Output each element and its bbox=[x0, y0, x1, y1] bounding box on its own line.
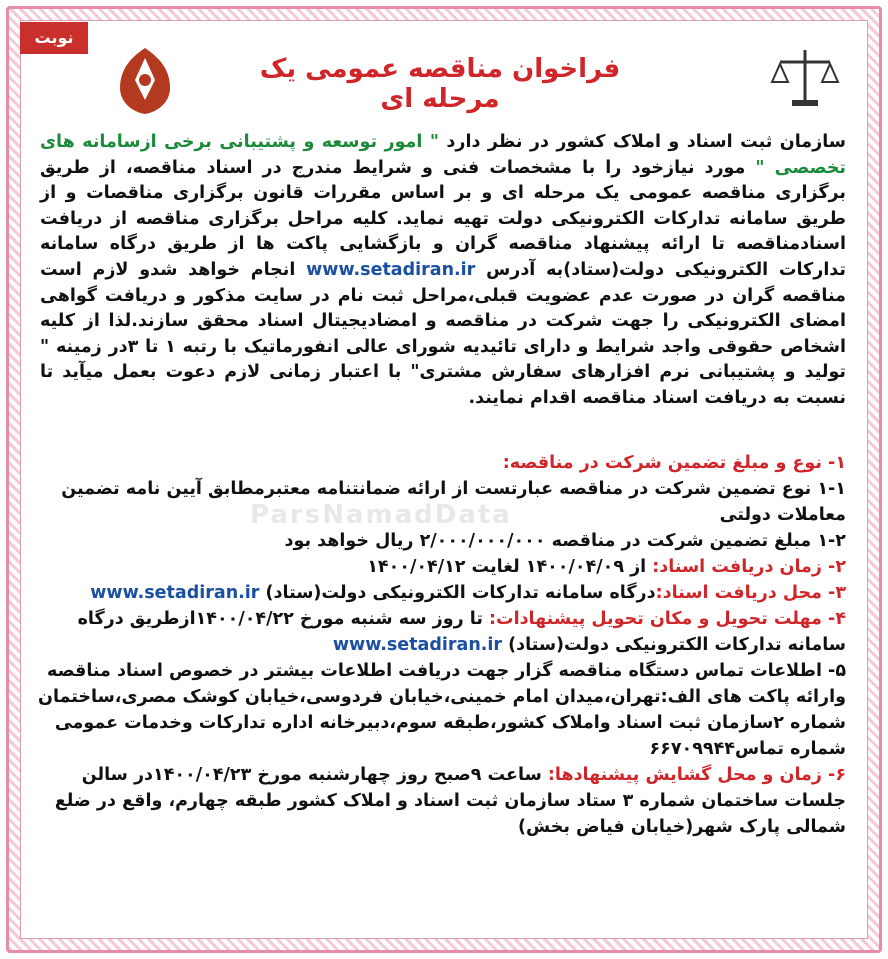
edition-badge: نوبت اول bbox=[20, 22, 88, 54]
section-4 bbox=[36, 606, 846, 658]
section-4-label: ۴- مهلت تحویل و مکان تحویل پیشنهادات: bbox=[488, 609, 846, 629]
section-4-text: تا روز سه شنبه مورخ ۱۴۰۰/۰۴/۲۲ازطریق درگاه سامانه تدارکات الکترونیکی دولت(ستاد) bbox=[77, 609, 846, 655]
conditions-list bbox=[36, 450, 846, 840]
section-1-2: ۱-۲ مبلغ تضمین شرکت در مناقصه ۲/۰۰۰/۰۰۰/۰۰۰ ریال خواهد بود bbox=[284, 531, 846, 551]
section-2-text: از ۱۴۰۰/۰۴/۰۹ لغایت ۱۴۰۰/۰۴/۱۲ bbox=[367, 557, 653, 577]
intro-text-1: سازمان ثبت اسناد و املاک کشور در نظر دارد bbox=[438, 132, 846, 152]
section-2-label: ۲- زمان دریافت اسناد: bbox=[652, 557, 846, 577]
watermark: ParsNamadData bbox=[250, 500, 512, 530]
section-6 bbox=[36, 762, 846, 840]
project-title: " امور توسعه و پشتیبانی برخی ازسامانه های تخصصی " bbox=[40, 132, 846, 178]
section-6-label: ۶- زمان و محل گشایش پیشنهادها: bbox=[547, 765, 846, 785]
section-2 bbox=[36, 554, 846, 580]
section-4-link[interactable]: www.setadiran.ir bbox=[332, 635, 503, 655]
section-3-label: ۳- محل دریافت اسناد: bbox=[655, 583, 846, 603]
justice-scales-icon bbox=[760, 40, 850, 120]
section-5: ۵- اطلاعات تماس دستگاه مناقصه گزار جهت دریافت اطلاعات بیشتر در خصوص اسناد مناقصه وارائه پاکت های الف:تهران،میدان امام خمینی،خیابان فردوسی،خیابان کوشک مصری،ساختمان شماره ۲سازمان ثبت اسناد واملاک کشور،طبقه سوم،دبیرخانه اداره تدارکات وخدمات عمومی شماره تماس۶۶۷۰۹۹۴۴ bbox=[38, 661, 846, 759]
section-1-title: ۱- نوع و مبلغ تضمین شرکت در مناقصه: bbox=[502, 453, 846, 473]
section-3-text: درگاه سامانه تدارکات الکترونیکی دولت(ستاد) bbox=[259, 583, 656, 603]
section-1-1: ۱-۱ نوع تضمین شرکت در مناقصه عبارتست از ارائه ضمانتنامه معتبرمطابق آیین نامه تضمین معاملات دولتی bbox=[61, 479, 846, 525]
section-3-link[interactable]: www.setadiran.ir bbox=[90, 583, 260, 603]
intro-text-3: انجام خواهد شدو لازم است مناقصه گران در صورت عدم عضویت قبلی،مراحل ثبت نام در سایت مذکور و دریافت گواهی امضای الکترونیکی را جهت شرکت در مناقصه و امضادیجیتال اسناد محقق سازند.لذا از کلیه اشخاص حقوقی واجد شرایط و دارای تائیدیه شورای عالی انفورماتیک با رتبه ۱ تا ۳در زمینه " تولید و پشتیبانی نرم افزارهای سفارش مشتری" با اعتبار زمانی لازم دعوت بعمل میآید تا نسبت به دریافت اسناد مناقصه اقدام نمایند. bbox=[40, 259, 846, 408]
intro-text-2: مورد نیازخود را با مشخصات فنی و شرایط مندرج در اسناد مناقصه، از طریق برگزاری مناقصه عمومی یک مرحله ای و بر اساس مقررات قانون برگزاری مناقصات و از طریق سامانه تدارکات الکترونیکی دولت تهیه نماید. کلیه مراحل برگزاری مناقصه از دریافت اسنادمناقصه تا ارائه پیشنهاد مناقصه گران و بازگشایی پاکت ها از طریق درگاه سامانه تدارکات الکترونیکی دولت(ستاد)به آدرس bbox=[40, 157, 846, 280]
sepah-emblem-icon bbox=[100, 40, 190, 120]
setadiran-link[interactable]: www.setadiran.ir bbox=[306, 259, 476, 280]
section-3 bbox=[36, 580, 846, 606]
section-6-text: ساعت ۹صبح روز چهارشنبه مورخ ۱۴۰۰/۰۴/۲۳در سالن جلسات ساختمان شماره ۳ ستاد سازمان ثبت اسناد و املاک کشور طبقه چهارم، واقع در ضلع شمالی پارک شهر(خیابان فیاض بخش) bbox=[54, 765, 846, 837]
page-title: فراخوان مناقصه عمومی یک مرحله ای bbox=[259, 54, 621, 114]
intro-paragraph bbox=[40, 130, 846, 412]
